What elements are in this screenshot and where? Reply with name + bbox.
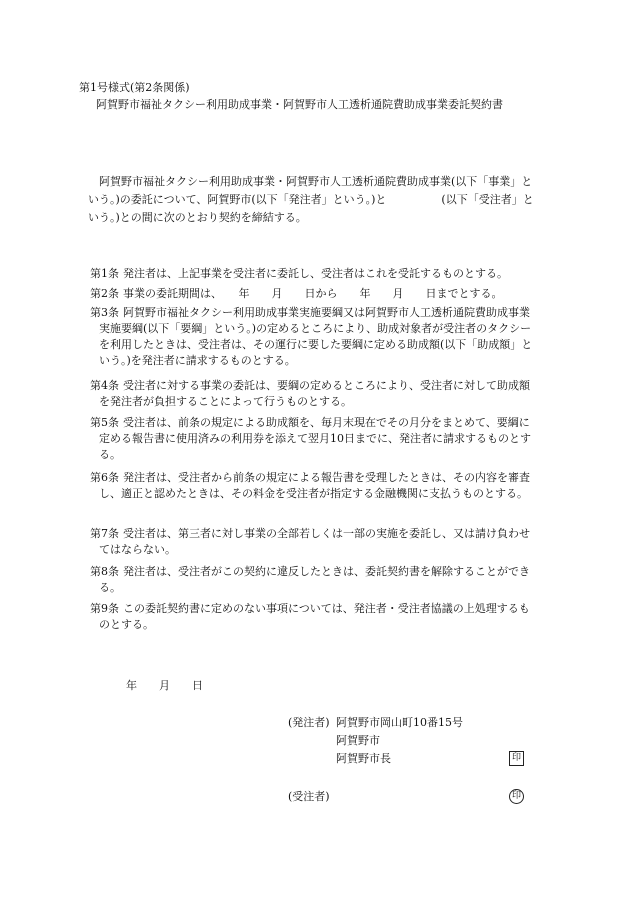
article-number: 第7条: [90, 527, 119, 540]
orderer-org: 阿賀野市: [336, 734, 380, 747]
article-text: 発注者は、上記事業を受注者に委託し、受注者はこれを受託するものとする。: [123, 267, 508, 280]
contractor-label: (受注者): [288, 790, 330, 803]
article-text: 事業の委託期間は、 年 月 日から 年 月 日までとする。: [123, 287, 503, 300]
orderer-label: (発注者): [288, 716, 330, 729]
article-number: 第4条: [90, 379, 119, 392]
orderer-title: 阿賀野市長: [336, 752, 391, 765]
article-text: この委託契約書に定めのない事項については、発注者・受注者協議の上処理するものとする。: [99, 602, 530, 631]
orderer-address: 阿賀野市岡山町10番15号: [336, 716, 463, 729]
article-number: 第6条: [90, 471, 119, 484]
article-number: 第2条: [90, 287, 119, 300]
article-text: 発注者は、受注者から前条の規定による報告書を受理したときは、その内容を審査し、適正と認めたときは、その料金を受注者が指定する金融機関に支払うものとする。: [99, 471, 530, 500]
contractor-seal-icon: 印: [509, 789, 524, 804]
article-4: [90, 378, 540, 410]
article-text: 発注者は、受注者がこの契約に違反したときは、委託契約書を解除することができる。: [99, 565, 530, 594]
article-6: [90, 470, 540, 502]
article-number: 第8条: [90, 565, 119, 578]
article-number: 第3条: [90, 306, 119, 319]
article-5: [90, 415, 540, 463]
article-text: 受注者に対する事業の委託は、要綱の定めるところにより、受注者に対して助成額を発注者が負担することによって行うものとする。: [99, 379, 530, 408]
article-number: 第1条: [90, 267, 119, 280]
preamble: 阿賀野市福祉タクシー利用助成事業・阿賀野市人工透析通院費助成事業(以下「事業」という。)の委託について、阿賀野市(以下「発注者」という。)と (以下「受注者」という。)との間に次のとおり契約を締結する。: [88, 175, 534, 224]
article-7: [90, 526, 540, 558]
article-3: [90, 305, 540, 369]
article-2: [90, 286, 540, 302]
article-8: [90, 564, 540, 596]
article-text: 受注者は、前条の規定による助成額を、毎月末現在でその月分をまとめて、要綱に定める報告書に使用済みの利用券を添えて翌月10日までに、発注者に請求するものとする。: [99, 416, 531, 461]
article-number: 第9条: [90, 602, 119, 615]
article-1: [90, 266, 540, 282]
orderer-seal-icon: 印: [509, 751, 524, 766]
document-title: 阿賀野市福祉タクシー利用助成事業・阿賀野市人工透析通院費助成事業委託契約書: [96, 98, 503, 111]
article-text: 受注者は、第三者に対し事業の全部若しくは一部の実施を委託し、又は請け負わせてはならない。: [99, 527, 530, 556]
contract-date: 年 月 日: [126, 679, 203, 692]
form-label: 第1号様式(第2条関係): [79, 81, 190, 94]
article-number: 第5条: [90, 416, 119, 429]
article-9: [90, 601, 540, 633]
article-text: 阿賀野市福祉タクシー利用助成事業実施要綱又は阿賀野市人工透析通院費助成事業実施要綱(以下「要綱」という。)の定めるところにより、助成対象者が受注者のタクシーを利用したときは、受注者は、その運行に要した要綱に定める助成額(以下「助成額」という。)を発注者に請求するものとする。: [99, 306, 533, 367]
